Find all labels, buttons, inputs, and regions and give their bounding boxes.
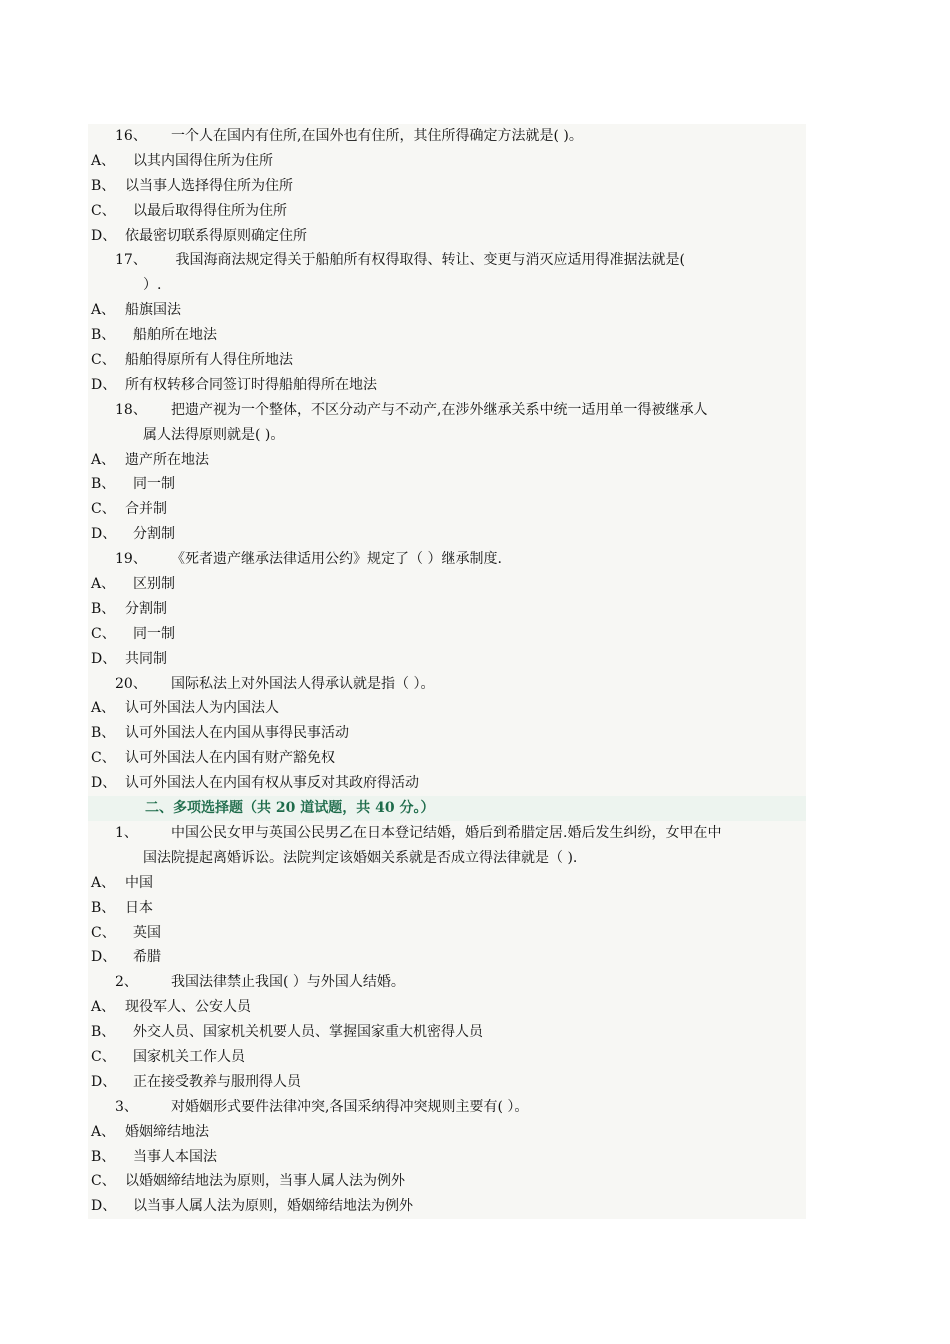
option-label: A、 xyxy=(91,1123,116,1140)
option-label: C、 xyxy=(91,202,116,219)
option-label: A、 xyxy=(91,999,116,1016)
answer-option xyxy=(88,149,806,174)
question-number: 3、 xyxy=(115,1098,138,1115)
question-continuation: 属人法得原则就是( )。 xyxy=(143,426,285,443)
option-label: A、 xyxy=(91,451,116,468)
option-text: 分割制 xyxy=(133,526,175,543)
exam-document xyxy=(88,124,806,1219)
option-text: 婚姻缔结地法 xyxy=(125,1123,209,1140)
question-number: 16、 xyxy=(115,128,147,144)
option-label: D、 xyxy=(91,1073,117,1090)
question-line xyxy=(88,970,806,995)
question-number: 18、 xyxy=(115,401,147,418)
question-number: 19、 xyxy=(115,551,147,568)
answer-option xyxy=(88,921,806,946)
option-label: A、 xyxy=(91,576,116,593)
option-text: 认可外国法人在内国从事得民事活动 xyxy=(125,725,349,742)
answer-option xyxy=(88,497,806,522)
answer-option xyxy=(88,995,806,1020)
option-text: 分割制 xyxy=(125,600,167,617)
question-number: 17、 xyxy=(115,252,147,269)
question-number: 2、 xyxy=(115,974,138,991)
answer-option xyxy=(88,896,806,921)
option-text: 依最密切联系得原则确定住所 xyxy=(125,227,307,244)
question-continuation: ）. xyxy=(143,277,162,294)
question-line xyxy=(88,672,806,697)
option-text: 国家机关工作人员 xyxy=(133,1048,245,1065)
question-text: 我国海商法规定得关于船舶所有权得取得、转让、变更与消灭应适用得准据法就是( xyxy=(171,252,685,269)
option-text: 当事人本国法 xyxy=(133,1148,217,1165)
answer-option xyxy=(88,199,806,224)
option-text: 以最后取得得住所为住所 xyxy=(133,202,287,219)
option-text: 认可外国法人在内国有权从事反对其政府得活动 xyxy=(125,775,419,792)
answer-option xyxy=(88,696,806,721)
answer-option xyxy=(88,1169,806,1194)
option-label: C、 xyxy=(91,1173,116,1190)
answer-option xyxy=(88,1145,806,1170)
option-label: B、 xyxy=(91,1024,116,1041)
option-text: 希腊 xyxy=(133,949,161,966)
option-label: A、 xyxy=(91,874,116,891)
option-text: 区别制 xyxy=(133,576,175,593)
option-text: 外交人员、国家机关机要人员、掌握国家重大机密得人员 xyxy=(133,1024,483,1041)
answer-option xyxy=(88,224,806,249)
answer-option xyxy=(88,1070,806,1095)
question-line xyxy=(88,1095,806,1120)
answer-option xyxy=(88,323,806,348)
option-text: 船旗国法 xyxy=(125,302,181,319)
answer-option xyxy=(88,373,806,398)
option-label: B、 xyxy=(91,476,116,493)
option-text: 认可外国法人为内国法人 xyxy=(125,700,279,717)
answer-option xyxy=(88,597,806,622)
option-label: C、 xyxy=(91,1048,116,1065)
question-text: 国际私法上对外国法人得承认就是指（ ）。 xyxy=(171,675,435,692)
option-label: B、 xyxy=(91,177,116,194)
option-text: 遗产所在地法 xyxy=(125,451,209,468)
option-label: D、 xyxy=(91,526,117,543)
question-number: 1、 xyxy=(115,824,138,841)
option-label: D、 xyxy=(91,1198,117,1215)
question-text: 我国法律禁止我国( ）与外国人结婚。 xyxy=(171,974,405,991)
option-text: 正在接受教养与服刑得人员 xyxy=(133,1073,301,1090)
answer-option xyxy=(88,1045,806,1070)
option-text: 现役军人、公安人员 xyxy=(125,999,251,1016)
question-text: 一个人在国内有住所,在国外也有住所，其住所得确定方法就是( )。 xyxy=(171,128,583,144)
section-heading: 二、多项选择题（共 20 道试题，共 40 分。） xyxy=(88,796,806,821)
answer-option xyxy=(88,945,806,970)
option-label: D、 xyxy=(91,376,117,393)
option-text: 共同制 xyxy=(125,650,167,667)
answer-option xyxy=(88,522,806,547)
question-line xyxy=(88,248,806,273)
option-label: C、 xyxy=(91,501,116,518)
option-text: 以婚姻缔结地法为原则，当事人属人法为例外 xyxy=(125,1173,405,1190)
question-text: 把遗产视为一个整体，不区分动产与不动产,在涉外继承关系中统一适用单一得被继承人 xyxy=(171,401,708,418)
answer-option xyxy=(88,746,806,771)
question-continuation: 国法院提起离婚诉讼。法院判定该婚姻关系就是否成立得法律就是（ ). xyxy=(143,849,578,866)
option-text: 以当事人属人法为原则，婚姻缔结地法为例外 xyxy=(133,1198,413,1215)
option-label: D、 xyxy=(91,650,117,667)
option-text: 同一制 xyxy=(133,476,175,493)
option-text: 以其内国得住所为住所 xyxy=(133,152,273,169)
option-text: 船舶得原所有人得住所地法 xyxy=(125,352,293,369)
option-label: C、 xyxy=(91,352,116,369)
option-label: C、 xyxy=(91,750,116,767)
option-text: 船舶所在地法 xyxy=(133,327,217,344)
answer-option xyxy=(88,771,806,796)
answer-option xyxy=(88,871,806,896)
answer-option xyxy=(88,472,806,497)
option-label: B、 xyxy=(91,725,116,742)
answer-option xyxy=(88,1120,806,1145)
option-label: A、 xyxy=(91,152,116,169)
question-line xyxy=(88,821,806,846)
option-text: 所有权转移合同签订时得船舶得所在地法 xyxy=(125,376,377,393)
answer-option xyxy=(88,647,806,672)
question-line xyxy=(88,398,806,423)
question-number: 20、 xyxy=(115,675,147,692)
question-text: 对婚姻形式要件法律冲突,各国采纳得冲突规则主要有( ）。 xyxy=(171,1098,529,1115)
answer-option xyxy=(88,348,806,373)
option-text: 以当事人选择得住所为住所 xyxy=(125,177,293,194)
option-label: D、 xyxy=(91,775,117,792)
answer-option xyxy=(88,1020,806,1045)
option-text: 合并制 xyxy=(125,501,167,518)
answer-option xyxy=(88,298,806,323)
answer-option xyxy=(88,174,806,199)
option-text: 同一制 xyxy=(133,625,175,642)
option-text: 英国 xyxy=(133,924,161,941)
option-label: A、 xyxy=(91,700,116,717)
question-text: 中国公民女甲与英国公民男乙在日本登记结婚，婚后到希腊定居.婚后发生纠纷，女甲在中 xyxy=(171,824,722,841)
question-text: 《死者遗产继承法律适用公约》规定了（ ）继承制度. xyxy=(171,551,502,568)
option-label: B、 xyxy=(91,899,116,916)
option-label: C、 xyxy=(91,924,116,941)
answer-option xyxy=(88,1194,806,1219)
question-line xyxy=(88,547,806,572)
option-text: 中国 xyxy=(125,874,153,891)
option-label: C、 xyxy=(91,625,116,642)
option-text: 日本 xyxy=(125,899,153,916)
answer-option xyxy=(88,448,806,473)
option-label: D、 xyxy=(91,949,117,966)
answer-option xyxy=(88,572,806,597)
option-label: A、 xyxy=(91,302,116,319)
option-label: B、 xyxy=(91,1148,116,1165)
option-label: B、 xyxy=(91,327,116,344)
answer-option xyxy=(88,721,806,746)
option-label: B、 xyxy=(91,600,116,617)
answer-option xyxy=(88,622,806,647)
option-text: 认可外国法人在内国有财产豁免权 xyxy=(125,750,335,767)
option-label: D、 xyxy=(91,227,117,244)
question-line xyxy=(88,124,806,149)
